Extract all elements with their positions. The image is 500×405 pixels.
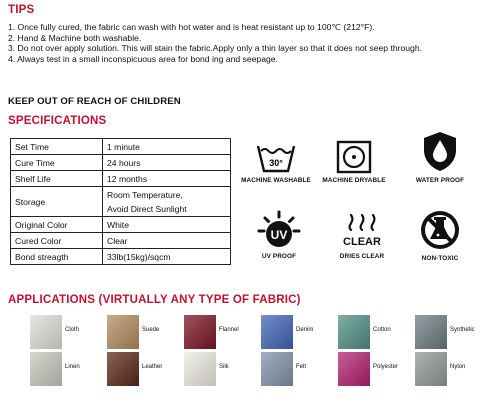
fabric-label: Denim <box>296 327 314 333</box>
fabric-label: Polyester <box>373 364 399 370</box>
fabric-label: Flannel <box>219 327 239 333</box>
fabric-denim <box>261 315 323 349</box>
uv-icon-text: UV <box>270 228 288 242</box>
table-row <box>11 139 231 155</box>
fabric-polyester <box>338 352 400 386</box>
warning-text: KEEP OUT OF REACH OF CHILDREN <box>8 96 181 107</box>
fabric-label: Synthetic <box>450 327 475 333</box>
spec-value <box>103 187 231 217</box>
fabric-label: Cotton <box>373 327 391 333</box>
feature-label: DRIES CLEAR <box>339 253 385 260</box>
spec-value: White <box>103 217 231 233</box>
fabric-label: Felt <box>296 364 307 370</box>
feature-label: UV PROOF <box>261 253 297 260</box>
fabric-swatch <box>107 315 139 349</box>
fabric-felt <box>261 352 323 386</box>
spec-value-line: Avoid Direct Sunlight <box>107 203 187 214</box>
applications-heading: APPLICATIONS (VIRTUALLY ANY TYPE OF FABRIC) <box>8 294 301 306</box>
feature-machine-washable <box>236 140 316 184</box>
spec-value: Clear <box>103 233 231 249</box>
tips-list <box>8 22 494 64</box>
dries-clear-icon <box>339 210 385 250</box>
spec-label: Storage <box>11 187 103 217</box>
specifications-heading: SPECIFICATIONS <box>8 115 107 127</box>
uv-proof-icon <box>256 210 302 250</box>
spec-label: Bond streagth <box>11 249 103 265</box>
feature-label: NON-TOXIC <box>421 255 459 262</box>
fabric-label: Suede <box>142 327 160 333</box>
clear-icon-text: CLEAR <box>343 236 381 248</box>
table-row <box>11 233 231 249</box>
table-row <box>11 171 231 187</box>
fabric-swatch <box>184 315 216 349</box>
fabric-swatch <box>415 352 447 386</box>
feature-label: WATER PROOF <box>415 177 465 184</box>
fabric-swatch <box>338 352 370 386</box>
fabric-leather <box>107 352 169 386</box>
fabric-swatch <box>261 315 293 349</box>
fabric-swatch <box>30 352 62 386</box>
fabric-suede <box>107 315 169 349</box>
fabric-linen <box>30 352 92 386</box>
tip-item: 1. Once fully cured, the fabric can wash with hot water and is heat resistant up to 100℃ (212°F). <box>8 22 375 32</box>
feature-label: MACHINE WASHABLE <box>241 177 311 184</box>
spec-value: 12 months <box>103 171 231 187</box>
water-proof-icon <box>417 128 463 174</box>
spec-label: Cured Color <box>11 233 103 249</box>
wash-temperature: 30° <box>269 158 283 168</box>
fabric-swatch <box>184 352 216 386</box>
feature-label: MACHINE DRYABLE <box>322 177 386 184</box>
fabric-silk <box>184 352 246 386</box>
fabric-swatch <box>107 352 139 386</box>
fabric-label: Silk <box>219 364 229 370</box>
fabric-label: Cloth <box>65 327 80 333</box>
fabric-cotton <box>338 315 400 349</box>
machine-washable-icon <box>254 140 298 174</box>
feature-machine-dryable <box>314 140 394 184</box>
table-row <box>11 217 231 233</box>
tip-item: 4. Always test in a small inconspicuous area for bond ing and seepage. <box>8 53 278 64</box>
fabric-synthetic <box>415 315 477 349</box>
fabric-label: Linen <box>65 364 80 370</box>
fabric-swatch <box>415 315 447 349</box>
machine-dryable-icon <box>335 140 373 174</box>
tips-heading: TIPS <box>8 4 35 16</box>
tip-item: 2. Hand & Machine both washable. <box>8 32 142 43</box>
feature-uv-proof <box>239 210 319 260</box>
tip-item: 3. Do not over apply solution. This will stain the fabric.Apply only a thin layer so that it does not seep through. <box>8 43 423 54</box>
feature-water-proof <box>400 128 480 184</box>
non-toxic-icon <box>418 208 462 252</box>
fabric-swatch <box>338 315 370 349</box>
spec-label: Shelf Life <box>11 171 103 187</box>
feature-dries-clear <box>322 210 402 260</box>
fabric-label: Nylon <box>450 364 466 370</box>
spec-label: Original Color <box>11 217 103 233</box>
fabric-flannel <box>184 315 246 349</box>
fabric-cloth <box>30 315 92 349</box>
table-row <box>11 155 231 171</box>
fabric-nylon <box>415 352 477 386</box>
specifications-table <box>10 138 231 265</box>
spec-label: Cure Time <box>11 155 103 171</box>
feature-non-toxic <box>400 208 480 262</box>
spec-value-line: Room Temperature, <box>107 189 183 200</box>
spec-value: 1 minute <box>103 139 231 155</box>
fabric-swatch <box>30 315 62 349</box>
table-row <box>11 249 231 265</box>
table-row <box>11 187 231 217</box>
spec-label: Set Time <box>11 139 103 155</box>
spec-value: 24 hours <box>103 155 231 171</box>
fabric-swatch <box>261 352 293 386</box>
fabric-label: Leather <box>142 364 163 370</box>
spec-value: 33lb(15kg)/sqcm <box>103 249 231 265</box>
